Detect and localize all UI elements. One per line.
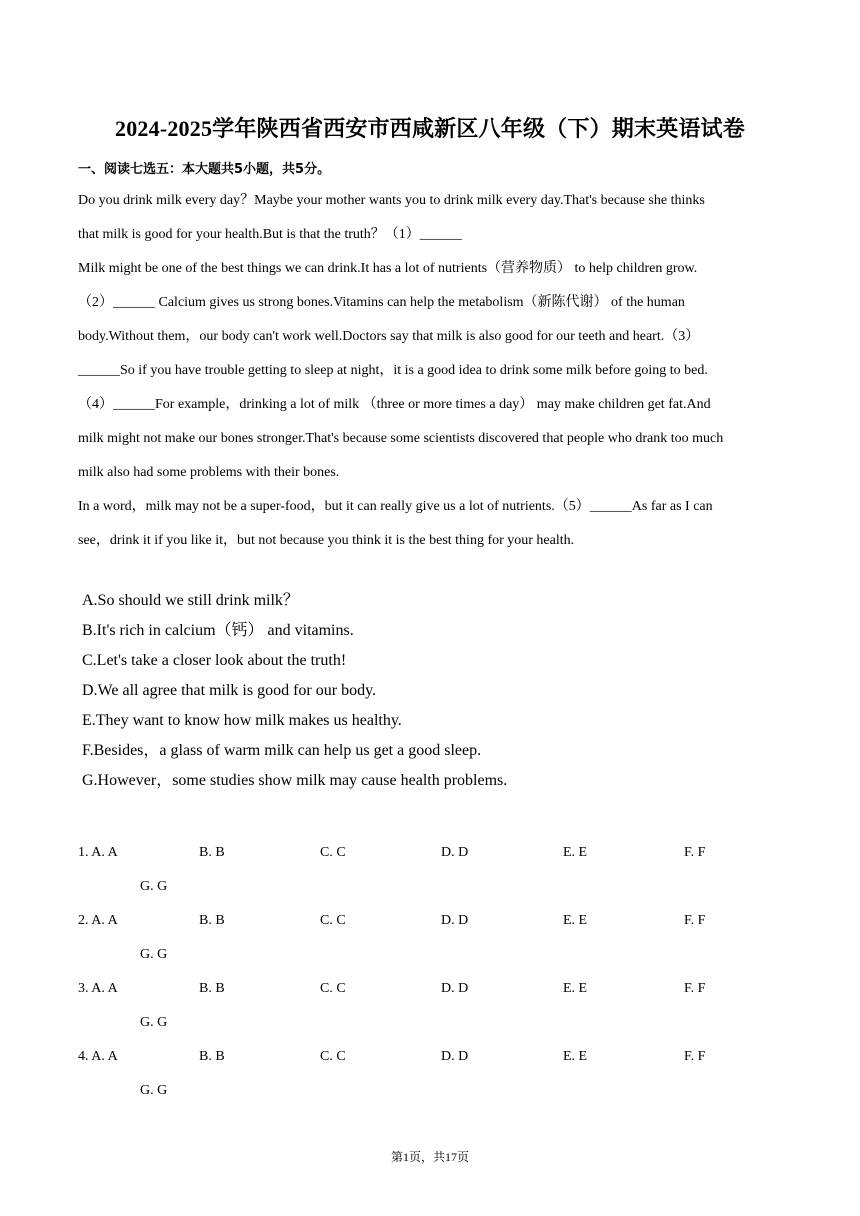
passage-line: milk might not make our bones stronger.That's because some scientists discovered that people who drank too much [78, 431, 724, 446]
choice-g: G. G [140, 1083, 168, 1098]
section-heading: 一、阅读七选五：本大题共5小题，共5分。 [78, 162, 331, 177]
option-a: A.So should we still drink milk？ [82, 592, 299, 609]
choice-d: D. D [441, 913, 469, 928]
choice-a: 2. A. A [78, 913, 118, 928]
choice-b: B. B [199, 981, 225, 996]
option-f: F.Besides，a glass of warm milk can help us get a good sleep. [82, 742, 482, 759]
option-e: E.They want to know how milk makes us healthy. [82, 712, 402, 729]
reading-passage [78, 184, 788, 558]
passage-line: （4）______For example，drinking a lot of milk （three or more times a day） may make children get fat.And [78, 397, 711, 412]
choice-b: B. B [199, 913, 225, 928]
choice-e: E. E [563, 845, 588, 860]
choice-d: D. D [441, 845, 469, 860]
choice-e: E. E [563, 1049, 588, 1064]
passage-line: ______So if you have trouble getting to sleep at night，it is a good idea to drink some milk before going to bed. [78, 363, 708, 378]
passage-line: see，drink it if you like it，but not because you think it is the best thing for your health. [78, 533, 575, 548]
passage-line: （2）______ Calcium gives us strong bones.Vitamins can help the metabolism（新陈代谢） of the human [78, 295, 685, 310]
page-footer: 第1页，共17页 [390, 1150, 469, 1164]
passage-line: that milk is good for your health.But is that the truth？（1）______ [78, 227, 462, 242]
choice-a: 4. A. A [78, 1049, 118, 1064]
question-item [78, 1040, 798, 1108]
choice-b: B. B [199, 1049, 225, 1064]
option-g: G.However，some studies show milk may cause health problems. [82, 772, 508, 789]
choice-a: 1. A. A [78, 845, 118, 860]
option-c: C.Let's take a closer look about the truth! [82, 652, 347, 669]
option-b: B.It's rich in calcium（钙） and vitamins. [82, 622, 354, 639]
passage-line: milk also had some problems with their bones. [78, 465, 340, 480]
passage-line: body.Without them，our body can't work well.Doctors say that milk is also good for our teeth and heart.（3） [78, 329, 700, 344]
choice-g: G. G [140, 947, 168, 962]
page-title: 2024-2025学年陕西省西安市西咸新区八年级（下）期末英语试卷 [115, 116, 745, 141]
choice-f: F. F [684, 913, 706, 928]
question-item [78, 972, 798, 1040]
choice-f: F. F [684, 1049, 706, 1064]
passage-line: In a word，milk may not be a super-food，but it can really give us a lot of nutrients.（5）______As far as I can [78, 499, 713, 514]
question-item [78, 836, 798, 904]
option-list [82, 586, 507, 796]
choice-d: D. D [441, 981, 469, 996]
choice-c: C. C [320, 1049, 346, 1064]
question-list [78, 836, 798, 1108]
passage-line: Do you drink milk every day？Maybe your mother wants you to drink milk every day.That's because she thinks [78, 193, 705, 208]
passage-line: Milk might be one of the best things we can drink.It has a lot of nutrients（营养物质） to help children grow. [78, 261, 698, 276]
choice-g: G. G [140, 1015, 168, 1030]
choice-c: C. C [320, 845, 346, 860]
choice-g: G. G [140, 879, 168, 894]
choice-f: F. F [684, 845, 706, 860]
choice-f: F. F [684, 981, 706, 996]
choice-e: E. E [563, 981, 588, 996]
choice-e: E. E [563, 913, 588, 928]
option-d: D.We all agree that milk is good for our body. [82, 682, 377, 699]
choice-a: 3. A. A [78, 981, 118, 996]
choice-b: B. B [199, 845, 225, 860]
choice-d: D. D [441, 1049, 469, 1064]
choice-c: C. C [320, 913, 346, 928]
choice-c: C. C [320, 981, 346, 996]
question-item [78, 904, 798, 972]
